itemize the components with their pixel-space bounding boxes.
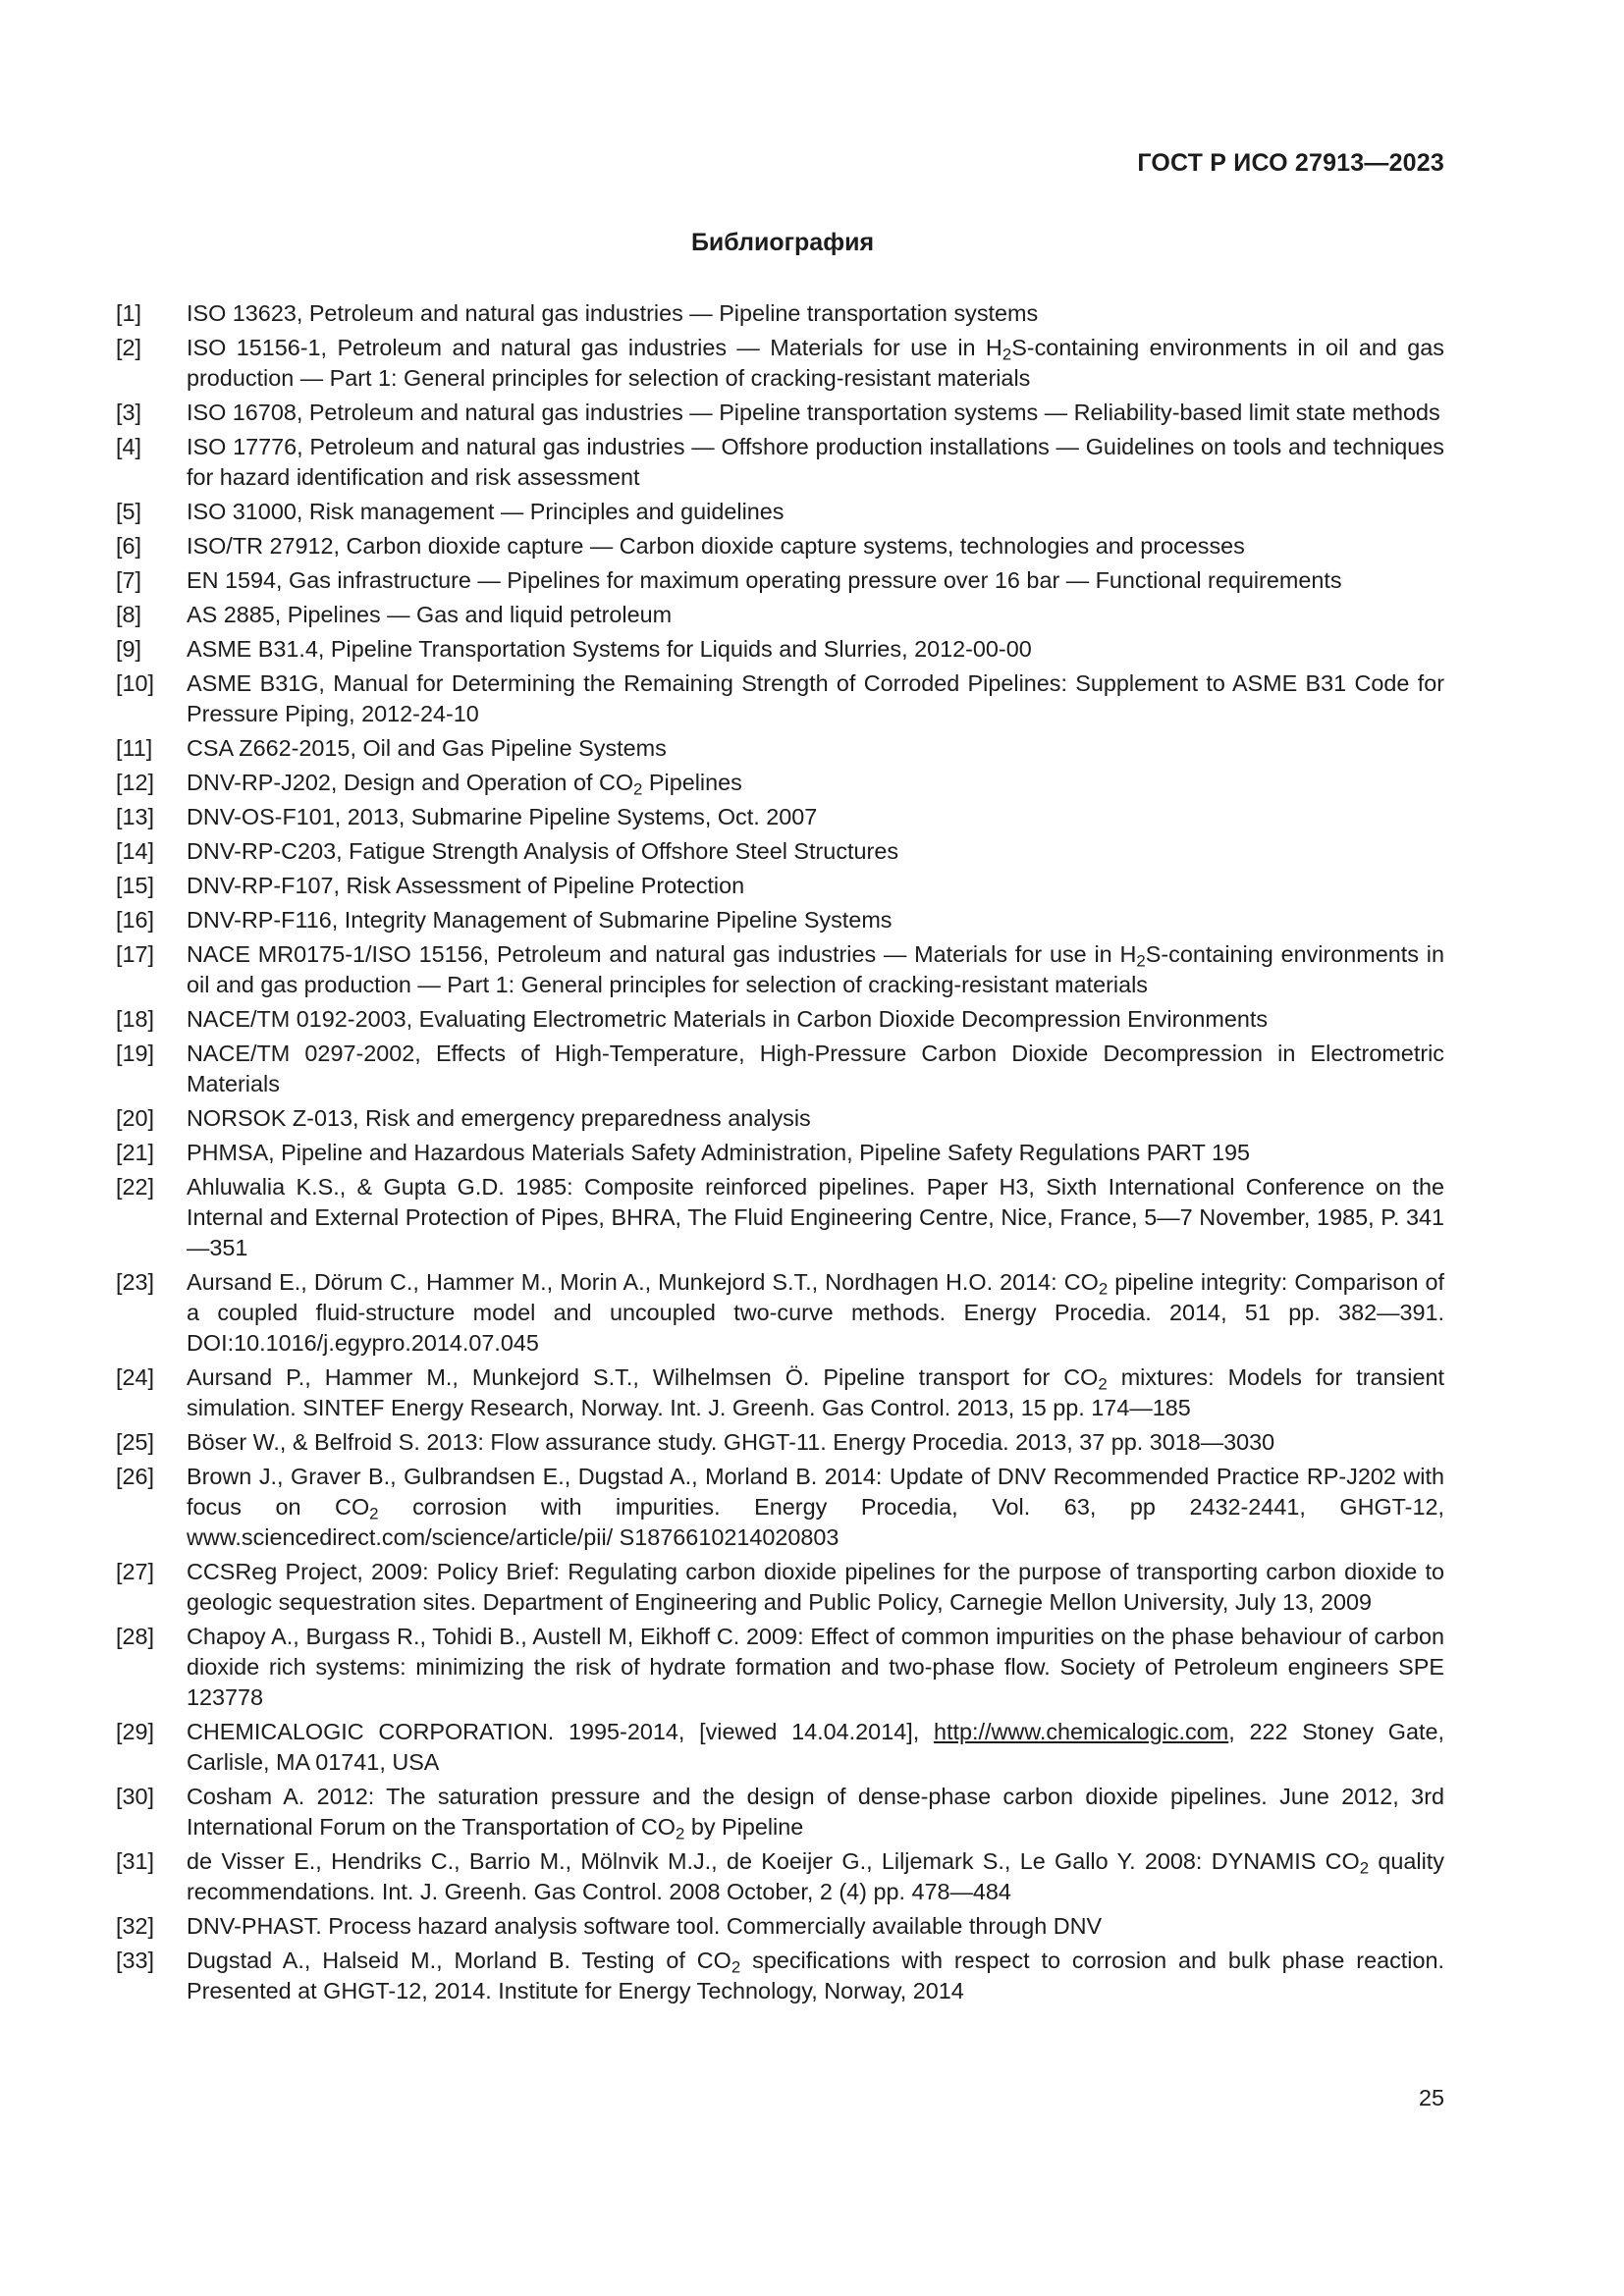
reference-item [116,1782,1444,1842]
reference-text-segment: ISO 13623, Petroleum and natural gas industries — Pipeline transportation systems [187,300,1039,326]
reference-text [187,1782,1444,1842]
bibliography-heading: Библиография [690,229,875,256]
reference-number: [28] [116,1624,155,1649]
reference-text-segment: DNV-RP-F107, Risk Assessment of Pipeline Protection [187,873,745,898]
reference-item [116,497,1444,527]
reference-item [116,432,1444,493]
subscript: 2 [369,1504,379,1523]
reference-text [187,600,1444,630]
reference-text-segment: DNV-RP-J202, Design and Operation of CO [187,770,634,795]
reference-text-segment: , 222 Stoney Gate, Carlisle, MA 01741, USA [187,1719,1444,1775]
reference-item [116,1946,1444,2006]
reference-text [187,1103,1444,1134]
reference-text-segment: DNV-PHAST. Process hazard analysis software tool. Commercially available through DNV [187,1913,1103,1939]
reference-number: [31] [116,1848,155,1874]
reference-item [116,802,1444,832]
subscript: 2 [1001,345,1012,364]
subscript: 2 [1098,1279,1109,1299]
reference-text-segment: DNV-RP-C203, Fatigue Strength Analysis of Offshore Steel Structures [187,838,899,864]
subscript: 2 [731,1957,741,1977]
reference-item [116,333,1444,394]
reference-text [187,905,1444,935]
reference-text-segment: EN 1594, Gas infrastructure — Pipelines for maximum operating pressure over 16 bar — Functional requirements [187,567,1342,593]
reference-text-segment: DNV-RP-F116, Integrity Management of Submarine Pipeline Systems [187,907,893,933]
reference-text-segment: Chapoy A., Burgass R., Tohidi B., Austell M, Eikhoff C. 2009: Effect of common impurities on the phase behaviour of carbon dioxide rich systems: minimizing the risk of hydrate formation and two-phase flow. Society of Petroleum engineers SPE 123778 [187,1624,1444,1710]
reference-text [187,1138,1444,1168]
reference-text [187,634,1444,665]
reference-number: [32] [116,1913,155,1939]
reference-text-segment: ISO 17776, Petroleum and natural gas industries — Offshore production installations — Guidelines on tools and techniques for hazard identification and risk assessment [187,434,1444,490]
reference-text-segment: DNV-OS-F101, 2013, Submarine Pipeline Systems, Oct. 2007 [187,804,818,829]
reference-number: [4] [116,434,142,459]
reference-item [116,871,1444,901]
reference-number: [16] [116,907,155,933]
reference-text [187,1911,1444,1942]
reference-text [187,565,1444,596]
reference-item [116,1039,1444,1099]
reference-text-segment: Pipelines [642,770,742,795]
reference-number: [26] [116,1464,155,1489]
subscript: 2 [1098,1374,1108,1394]
reference-text [187,432,1444,493]
reference-number: [12] [116,770,155,795]
reference-text [187,1039,1444,1099]
reference-text [187,497,1444,527]
reference-item [116,1004,1444,1035]
reference-item [116,398,1444,428]
reference-item [116,768,1444,798]
reference-item [116,733,1444,764]
reference-number: [2] [116,335,142,360]
reference-text [187,939,1444,1000]
reference-link[interactable]: http://www.chemicalogic.com [933,1719,1229,1744]
reference-text-segment: ISO 16708, Petroleum and natural gas industries — Pipeline transportation systems — Reliability-based limit state methods [187,400,1440,425]
reference-text [187,333,1444,394]
reference-item [116,1267,1444,1359]
reference-text-segment: NACE/TM 0297-2002, Effects of High-Temperature, High-Pressure Carbon Dioxide Decompression in Electrometric Materials [187,1041,1444,1096]
reference-text [187,802,1444,832]
subscript: 2 [1359,1858,1370,1878]
reference-text [187,768,1444,798]
reference-number: [17] [116,941,155,967]
reference-number: [33] [116,1948,155,1973]
reference-item [116,1362,1444,1423]
reference-number: [29] [116,1719,155,1744]
reference-number: [6] [116,533,142,559]
reference-number: [14] [116,838,155,864]
reference-item [116,668,1444,729]
reference-text-segment: quality recommendations. Int. J. Greenh. Gas Control. 2008 October, 2 (4) pp. 478—484 [187,1848,1444,1904]
reference-text [187,1427,1444,1458]
reference-text-segment: mixtures: Models for transient simulation. SINTEF Energy Research, Norway. Int. J. Greenh. Gas Control. 2013, 15 pp. 174—185 [187,1364,1444,1420]
reference-number: [30] [116,1784,155,1809]
reference-text-segment: ASME B31.4, Pipeline Transportation Systems for Liquids and Slurries, 2012-00-00 [187,636,1032,662]
reference-number: [9] [116,636,142,662]
reference-item [116,939,1444,1000]
reference-item [116,1103,1444,1134]
page-number: 25 [1418,2085,1444,2110]
reference-number: [18] [116,1006,155,1032]
reference-number: [3] [116,400,142,425]
reference-item [116,1846,1444,1907]
reference-text-segment: S-containing environments in oil and gas production — Part 1: General principles for selection of cracking-resistant materials [187,335,1444,391]
reference-text [187,531,1444,561]
reference-text-segment: AS 2885, Pipelines — Gas and liquid petroleum [187,602,673,627]
reference-text-segment: Aursand P., Hammer M., Munkejord S.T., Wilhelmsen Ö. Pipeline transport for CO [187,1364,1099,1390]
reference-text-segment: Böser W., & Belfroid S. 2013: Flow assurance study. GHGT-11. Energy Procedia. 2013, 37 pp. 3018—3030 [187,1429,1275,1455]
reference-text [187,1717,1444,1778]
reference-text-segment: ASME B31G, Manual for Determining the Remaining Strength of Corroded Pipelines: Supplement to ASME B31 Code for Pressure Piping, 2012-24-10 [187,670,1444,726]
reference-text [187,1846,1444,1907]
reference-number: [27] [116,1559,155,1584]
reference-item [116,836,1444,867]
reference-item [116,531,1444,561]
reference-number: [23] [116,1269,155,1295]
reference-text-segment: CHEMICALOGIC CORPORATION. 1995-2014, [viewed 14.04.2014], [187,1719,934,1744]
reference-text [187,1172,1444,1263]
reference-text-segment: by Pipeline [684,1814,804,1840]
reference-number: [20] [116,1105,155,1131]
reference-number: [22] [116,1174,155,1200]
reference-text-segment: NACE MR0175-1/ISO 15156, Petroleum and natural gas industries — Materials for use in H [187,941,1137,967]
standard-code-header: ГОСТ Р ИСО 27913—2023 [1137,149,1444,177]
bibliography-list [116,298,1444,2010]
reference-item [116,1622,1444,1713]
reference-text-segment: Cosham A. 2012: The saturation pressure and the design of dense-phase carbon dioxide pipelines. June 2012, 3rd International Forum on the Transportation of CO [187,1784,1444,1840]
reference-text-segment: ISO 31000, Risk management — Principles and guidelines [187,499,785,524]
reference-text-segment: NACE/TM 0192-2003, Evaluating Electrometric Materials in Carbon Dioxide Decompression Environments [187,1006,1269,1032]
reference-text [187,1004,1444,1035]
reference-number: [1] [116,300,142,326]
reference-text-segment: ISO 15156-1, Petroleum and natural gas industries — Materials for use in H [187,335,1002,360]
reference-text [187,1622,1444,1713]
reference-text-segment: specifications with respect to corrosion and bulk phase reaction. Presented at GHGT-12, 2014. Institute for Energy Technology, Norway, 2014 [187,1948,1444,2003]
reference-text-segment: PHMSA, Pipeline and Hazardous Materials Safety Administration, Pipeline Safety Regulations PART 195 [187,1140,1251,1165]
reference-text-segment: corrosion with impurities. Energy Procedia, Vol. 63, pp 2432-2441, GHGT-12, www.sciencedirect.com/science/article/pii/ S1876610214020803 [187,1494,1444,1550]
reference-text [187,1267,1444,1359]
reference-number: [21] [116,1140,155,1165]
reference-text-segment: pipeline integrity: Comparison of a coupled fluid-structure model and uncoupled two-curve methods. Energy Procedia. 2014, 51 pp. 382—391. DOI:10.1016/j.egypro.2014.07.045 [187,1269,1445,1356]
reference-number: [24] [116,1364,155,1390]
reference-text-segment: de Visser E., Hendriks C., Barrio M., Mölnvik M.J., de Koeijer G., Liljemark S., Le Gallo Y. 2008: DYNAMIS CO [187,1848,1360,1874]
reference-text [187,1362,1444,1423]
reference-text [187,298,1444,329]
reference-item [116,1557,1444,1618]
reference-number: [13] [116,804,155,829]
reference-text-segment: ISO/TR 27912, Carbon dioxide capture — Carbon dioxide capture systems, technologies and processes [187,533,1245,559]
reference-text-segment: S-containing environments in oil and gas production — Part 1: General principles for selection of cracking-resistant materials [187,941,1444,997]
reference-text-segment: CCSReg Project, 2009: Policy Brief: Regulating carbon dioxide pipelines for the purpose of transporting carbon dioxide to geologic sequestration sites. Department of Engineering and Public Policy, Carnegie Mellon University, July 13, 2009 [187,1559,1444,1615]
reference-item [116,1462,1444,1553]
subscript: 2 [633,779,643,799]
reference-item [116,565,1444,596]
subscript: 2 [1136,951,1146,971]
reference-number: [19] [116,1041,155,1066]
reference-item [116,634,1444,665]
reference-text [187,871,1444,901]
reference-number: [7] [116,567,142,593]
reference-item [116,298,1444,329]
reference-number: [15] [116,873,155,898]
reference-item [116,1717,1444,1778]
reference-text [187,836,1444,867]
reference-text-segment: NORSOK Z-013, Risk and emergency preparedness analysis [187,1105,811,1131]
reference-text [187,1557,1444,1618]
reference-item [116,600,1444,630]
reference-text-segment: Brown J., Graver B., Gulbrandsen E., Dugstad A., Morland B. 2014: Update of DNV Recommended Practice RP-J202 with focus on CO [187,1464,1444,1520]
reference-number: [5] [116,499,142,524]
reference-item [116,905,1444,935]
reference-item [116,1911,1444,1942]
reference-text-segment: Aursand E., Dörum C., Hammer M., Morin A., Munkejord S.T., Nordhagen H.O. 2014: CO [187,1269,1099,1295]
reference-item [116,1427,1444,1458]
reference-number: [8] [116,602,142,627]
reference-text [187,668,1444,729]
reference-text-segment: Dugstad A., Halseid M., Morland B. Testing of CO [187,1948,731,1973]
reference-number: [25] [116,1429,155,1455]
reference-item [116,1172,1444,1263]
reference-text [187,398,1444,428]
reference-text-segment: CSA Z662-2015, Oil and Gas Pipeline Systems [187,735,667,761]
subscript: 2 [675,1824,685,1843]
reference-text [187,733,1444,764]
reference-item [116,1138,1444,1168]
reference-text [187,1462,1444,1553]
reference-number: [11] [116,735,153,761]
reference-number: [10] [116,670,155,696]
reference-text [187,1946,1444,2006]
reference-text-segment: Ahluwalia K.S., & Gupta G.D. 1985: Composite reinforced pipelines. Paper H3, Sixth International Conference on the Internal and External Protection of Pipes, BHRA, The Fluid Engineering Centre, Nice, France, 5—7 November, 1985, P. 341—351 [187,1174,1444,1260]
